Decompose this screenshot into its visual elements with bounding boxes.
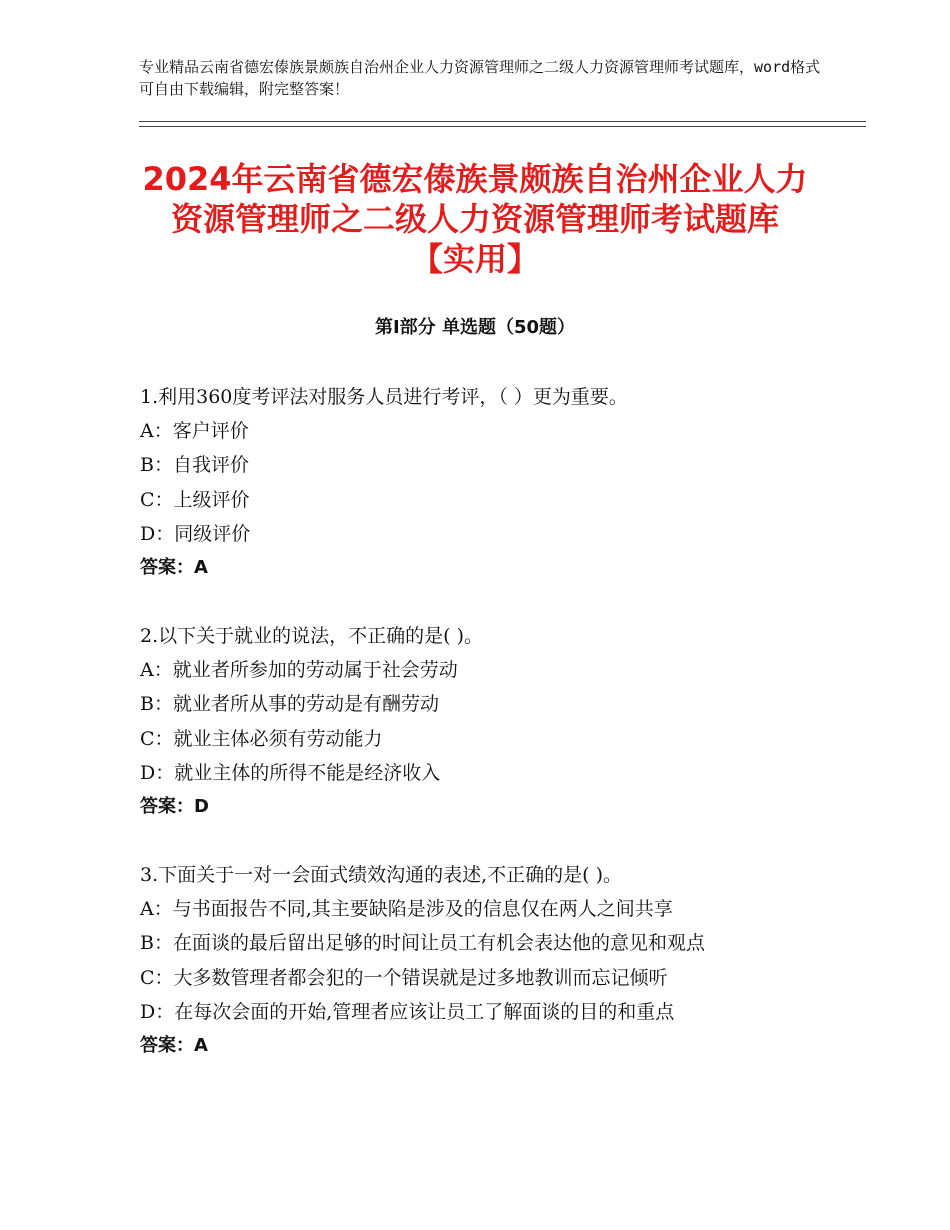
document-title: 2024年云南省德宏傣族景颇族自治州企业人力资源管理师之二级人力资源管理师考试题库【实用】 bbox=[142, 160, 808, 278]
answer: 答案：A bbox=[140, 1034, 208, 1056]
option-d: D：就业主体的所得不能是经济收入 bbox=[140, 761, 441, 784]
option-a: A：客户评价 bbox=[140, 420, 249, 443]
option-c: C：大多数管理者都会犯的一个错误就是过多地教训而忘记倾听 bbox=[140, 966, 668, 989]
question-1 bbox=[140, 383, 840, 588]
header-divider-bottom bbox=[139, 126, 866, 127]
option-b: B：自我评价 bbox=[140, 454, 249, 477]
answer: 答案：A bbox=[140, 556, 208, 578]
option-d: D：同级评价 bbox=[140, 522, 251, 545]
option-c: C：就业主体必须有劳动能力 bbox=[140, 727, 383, 750]
question-stem: 3.下面关于一对一会面式绩效沟通的表述,不正确的是( )。 bbox=[140, 864, 623, 886]
question-stem: 2.以下关于就业的说法，不正确的是( )。 bbox=[140, 625, 483, 647]
option-b: B：在面谈的最后留出足够的时间让员工有机会表达他的意见和观点 bbox=[140, 932, 705, 955]
answer: 答案：D bbox=[140, 795, 209, 817]
option-c: C：上级评价 bbox=[140, 488, 250, 511]
question-2 bbox=[140, 622, 840, 827]
section-heading: 第Ⅰ部分 单选题（50题） bbox=[374, 317, 575, 338]
question-3 bbox=[140, 861, 840, 1066]
option-d: D：在每次会面的开始,管理者应该让员工了解面谈的目的和重点 bbox=[140, 1000, 675, 1023]
option-b: B：就业者所从事的劳动是有酬劳动 bbox=[140, 693, 439, 716]
question-stem: 1.利用360度考评法对服务人员进行考评，（ ）更为重要。 bbox=[140, 386, 628, 408]
header-note: 专业精品云南省德宏傣族景颇族自治州企业人力资源管理师之二级人力资源管理师考试题库，word格式可自由下载编辑，附完整答案！ bbox=[139, 58, 821, 98]
option-a: A：与书面报告不同,其主要缺陷是涉及的信息仅在两人之间共享 bbox=[140, 898, 673, 921]
option-a: A：就业者所参加的劳动属于社会劳动 bbox=[140, 659, 458, 682]
header-divider-top bbox=[139, 121, 866, 122]
